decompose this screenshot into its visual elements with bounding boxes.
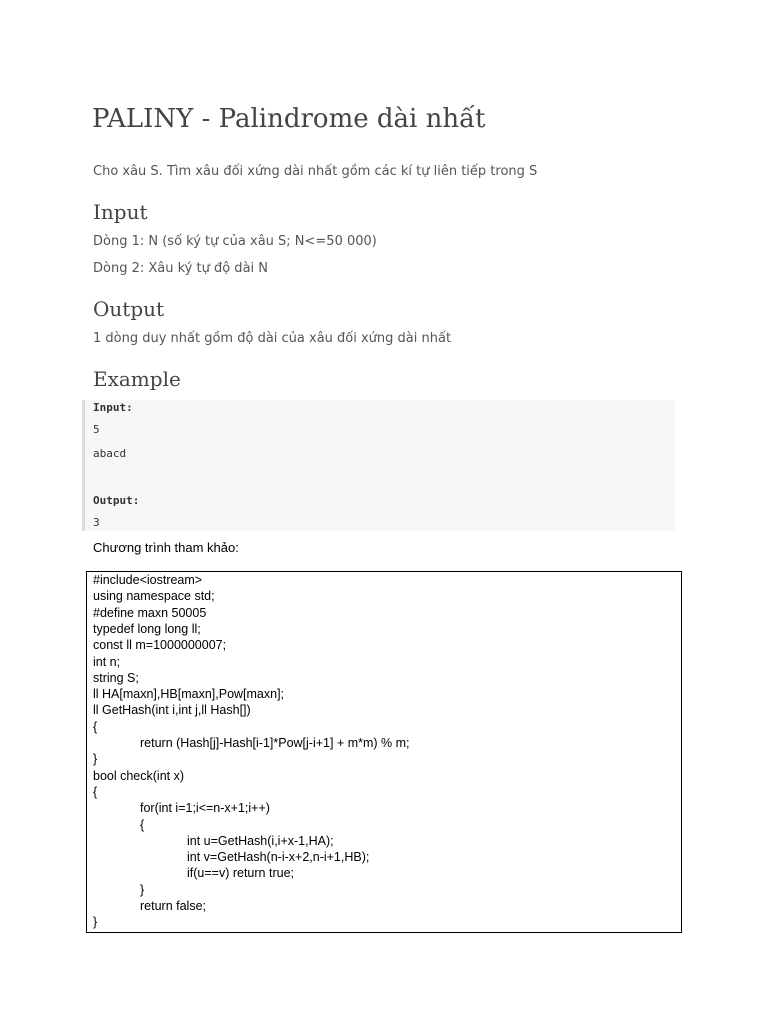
example-input-line-1: 5: [93, 423, 100, 436]
output-heading: Output: [93, 297, 165, 321]
code-line: const ll m=1000000007;: [93, 638, 227, 653]
example-heading: Example: [93, 367, 181, 391]
code-line: string S;: [93, 670, 139, 685]
code-line: }: [140, 882, 145, 897]
input-line-2: Dòng 2: Xâu ký tự độ dài N: [93, 261, 268, 276]
code-line: if(u==v) return true;: [187, 866, 294, 881]
code-line: }: [93, 752, 98, 767]
code-line: int v=GetHash(n-i-x+2,n-i+1,HB);: [187, 850, 370, 865]
example-input-line-2: abacd: [93, 447, 127, 460]
code-line: typedef long long ll;: [93, 621, 201, 636]
code-line: #include<iostream>: [93, 573, 203, 587]
code-line: {: [93, 784, 98, 799]
reference-program-label: Chương trình tham khảo:: [93, 540, 239, 555]
code-line: bool check(int x): [93, 768, 185, 783]
code-line: return (Hash[j]-Hash[i-1]*Pow[j-i+1] + m*m) % m;: [140, 736, 410, 750]
code-line: {: [93, 719, 98, 734]
example-output-line-1: 3: [93, 516, 100, 529]
code-line: ll GetHash(int i,int j,ll Hash[]): [93, 703, 251, 718]
code-line: #define maxn 50005: [93, 605, 207, 620]
code-line: int u=GetHash(i,i+x-1,HA);: [187, 833, 334, 848]
code-line: for(int i=1;i<=n-x+1;i++): [140, 801, 270, 816]
code-line: int n;: [93, 654, 121, 669]
code-line: }: [93, 915, 98, 930]
code-line: return false;: [140, 899, 207, 913]
code-line: {: [140, 817, 145, 832]
example-input-label: Input:: [93, 401, 133, 414]
code-line: ll HA[maxn],HB[maxn],Pow[maxn];: [93, 687, 285, 702]
input-heading: Input: [93, 200, 148, 224]
input-line-1: Dòng 1: N (số ký tự của xâu S; N<=50 000): [93, 234, 377, 249]
page-title: PALINY - Palindrome dài nhất: [92, 104, 486, 134]
problem-description: Cho xâu S. Tìm xâu đối xứng dài nhất gồm các kí tự liên tiếp trong S: [93, 164, 538, 179]
code-line: using namespace std;: [93, 589, 215, 604]
example-block: [82, 400, 675, 531]
output-line-1: 1 dòng duy nhất gồm độ dài của xâu đối xứng dài nhất: [93, 331, 452, 346]
example-output-label: Output:: [93, 494, 140, 507]
code-listing: [86, 571, 682, 933]
